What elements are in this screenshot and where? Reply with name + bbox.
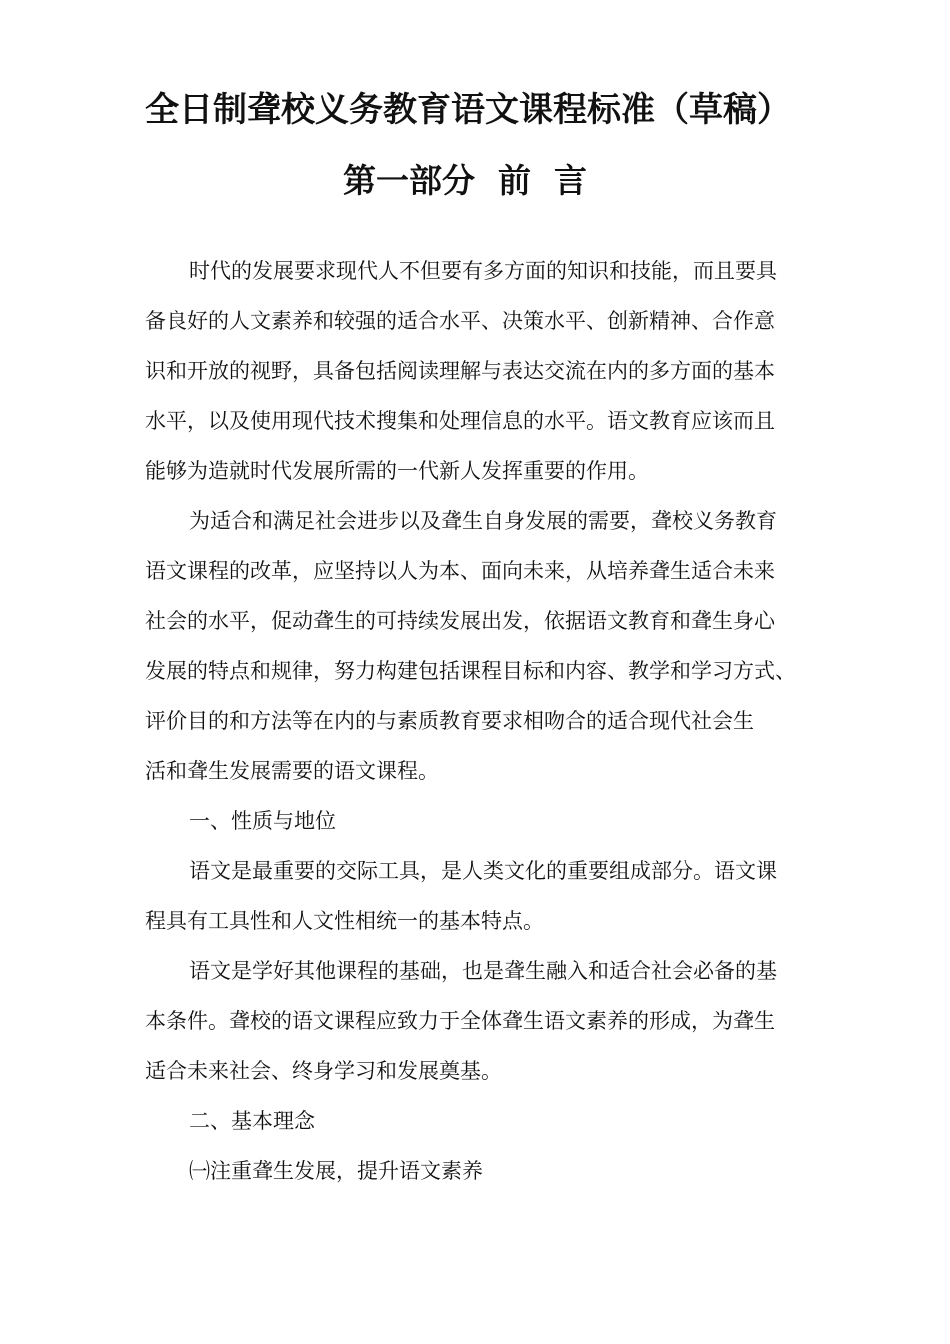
paragraph-2-line-5: 评价目的和方法等在内的与素质教育要求相吻合的适合现代社会生: [145, 709, 754, 733]
paragraph-4-line-2: 本条件。聋校的语文课程应致力于全体聋生语文素养的形成，为聋生: [145, 1009, 775, 1033]
paragraph-2-line-4: 发展的特点和规律，努力构建包括课程目标和内容、教学和学习方式、: [145, 659, 796, 683]
paragraph-2-line-2: 语文课程的改革，应坚持以人为本、面向未来，从培养聋生适合未来: [145, 559, 775, 583]
paragraph-1-line-3: 识和开放的视野，具备包括阅读理解与表达交流在内的多方面的基本: [145, 359, 775, 383]
document-body: [145, 246, 821, 1196]
heading-nature-and-status: 一、性质与地位: [189, 809, 336, 833]
document-title: 全日制聋校义务教育语文课程标准（草稿）: [145, 90, 791, 130]
paragraph-2-line-1: 为适合和满足社会进步以及聋生自身发展的需要，聋校义务教育: [189, 509, 777, 533]
paragraph-1-line-1: 时代的发展要求现代人不但要有多方面的知识和技能，而且要具: [189, 259, 777, 283]
paragraph-3-line-1: 语文是最重要的交际工具，是人类文化的重要组成部分。语文课: [189, 859, 777, 883]
subheading-focus-development: ㈠注重聋生发展，提升语文素养: [189, 1159, 483, 1183]
paragraph-4-line-1: 语文是学好其他课程的基础，也是聋生融入和适合社会必备的基: [189, 959, 777, 983]
paragraph-1-line-2: 备良好的人文素养和较强的适合水平、决策水平、创新精神、合作意: [145, 309, 775, 333]
paragraph-4-line-3: 适合未来社会、终身学习和发展奠基。: [145, 1059, 502, 1083]
heading-basic-concepts: 二、基本理念: [189, 1109, 315, 1133]
paragraph-2-line-6: 活和聋生发展需要的语文课程。: [145, 759, 439, 783]
paragraph-2-line-3: 社会的水平，促动聋生的可持续发展出发，依据语文教育和聋生身心: [145, 609, 775, 633]
section-title: 第一部分 前 言: [343, 161, 587, 200]
paragraph-3-line-2: 程具有工具性和人文性相统一的基本特点。: [145, 909, 544, 933]
paragraph-1-line-4: 水平，以及使用现代技术搜集和处理信息的水平。语文教育应该而且: [145, 409, 775, 433]
paragraph-1-line-5: 能够为造就时代发展所需的一代新人发挥重要的作用。: [145, 459, 649, 483]
